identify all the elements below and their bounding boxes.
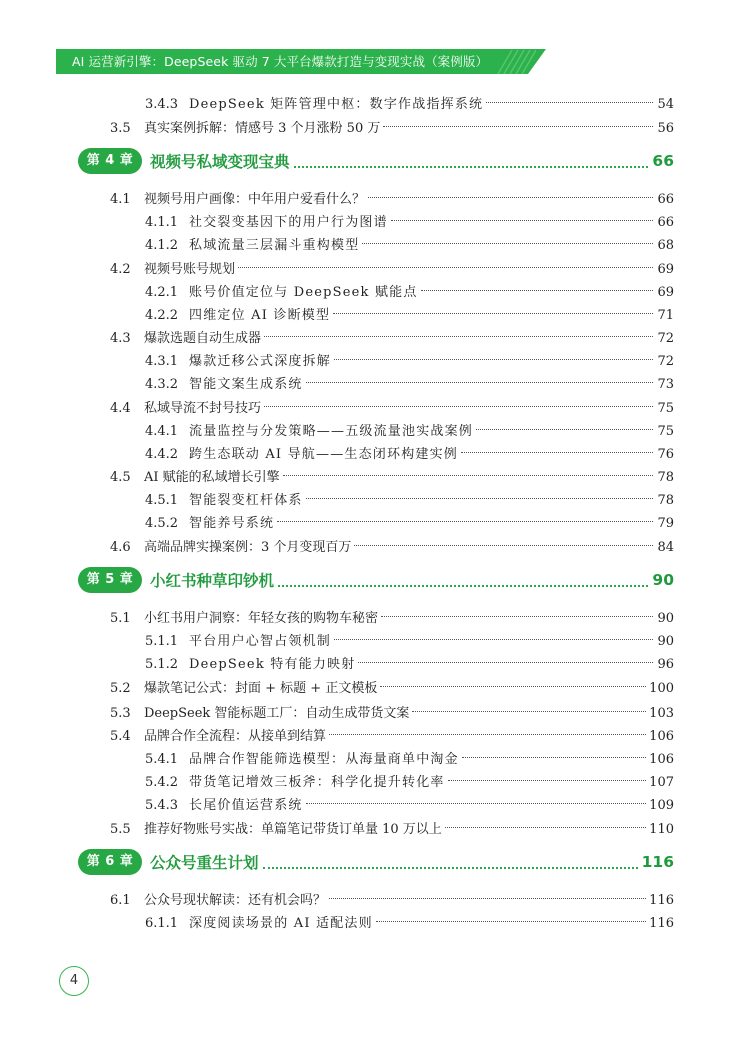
toc-entry[interactable] xyxy=(145,774,674,792)
entry-number: 4.1 xyxy=(110,192,131,207)
chapter-page: 116 xyxy=(641,853,674,871)
dot-leader xyxy=(462,756,646,758)
dot-leader xyxy=(306,497,653,499)
toc-entry[interactable] xyxy=(145,656,674,674)
dot-leader xyxy=(383,125,653,127)
entry-title: 推荐好物账号实战：单篇笔记带货订单量 10 万以上 xyxy=(144,822,442,837)
entry-number: 4.5.1 xyxy=(145,493,179,508)
entry-page: 54 xyxy=(657,97,674,112)
toc-entry[interactable] xyxy=(110,728,674,746)
entry-title: DeepSeek 智能标题工厂：自动生成带货文案 xyxy=(144,706,410,721)
entry-number: 4.6 xyxy=(110,540,131,555)
chapter-6-heading[interactable] xyxy=(78,849,674,875)
entry-number: 5.4.2 xyxy=(145,775,179,790)
dot-leader xyxy=(461,451,653,453)
entry-number: 4.2.2 xyxy=(145,308,179,323)
toc-entry[interactable] xyxy=(110,610,674,628)
chapter-title: 视频号私域变现宝典 xyxy=(150,153,290,171)
entry-number: 3.5 xyxy=(110,121,131,136)
entry-number: 4.1.1 xyxy=(145,215,179,230)
entry-title: 爆款笔记公式：封面 + 标题 + 正文模板 xyxy=(144,681,378,696)
entry-title: 深度阅读场景的 AI 适配法则 xyxy=(189,916,373,931)
entry-page: 110 xyxy=(649,822,674,837)
toc-entry[interactable] xyxy=(110,680,674,698)
toc-entry[interactable] xyxy=(145,237,674,255)
toc-entry[interactable] xyxy=(145,446,674,464)
entry-page: 103 xyxy=(649,706,674,721)
entry-number: 4.3.1 xyxy=(145,354,179,369)
dot-leader xyxy=(264,335,653,337)
entry-page: 90 xyxy=(657,611,674,626)
entry-page: 72 xyxy=(657,331,674,346)
entry-number: 5.1.2 xyxy=(145,657,179,672)
entry-page: 69 xyxy=(657,262,674,277)
dot-leader xyxy=(263,866,638,869)
dot-leader xyxy=(329,897,646,899)
entry-page: 66 xyxy=(657,192,674,207)
entry-title: 私域导流不封号技巧 xyxy=(144,401,262,416)
dot-leader xyxy=(278,584,648,587)
entry-page: 56 xyxy=(657,121,674,136)
toc-entry[interactable] xyxy=(145,96,674,114)
entry-number: 4.3 xyxy=(110,331,131,346)
dot-leader xyxy=(445,826,646,828)
entry-title: 公众号现状解读：还有机会吗？ xyxy=(144,893,327,908)
entry-page: 66 xyxy=(657,215,674,230)
toc-entry[interactable] xyxy=(145,214,674,232)
toc-entry[interactable] xyxy=(110,539,674,557)
dot-leader xyxy=(238,266,653,268)
entry-title: 智能养号系统 xyxy=(189,516,275,531)
entry-page: 100 xyxy=(649,681,674,696)
dot-leader xyxy=(368,196,653,198)
entry-number: 5.1.1 xyxy=(145,634,179,649)
chapter-badge: 第 4 章 xyxy=(78,148,142,174)
entry-title: DeepSeek 矩阵管理中枢：数字作战指挥系统 xyxy=(189,97,484,112)
banner-stripes-decoration xyxy=(496,50,536,74)
entry-title: 智能文案生成系统 xyxy=(189,377,303,392)
entry-title: DeepSeek 特有能力映射 xyxy=(189,657,356,672)
dot-leader xyxy=(306,802,647,804)
dot-leader xyxy=(334,638,653,640)
toc-entry[interactable] xyxy=(145,423,674,441)
entry-number: 5.4.3 xyxy=(145,798,179,813)
entry-page: 109 xyxy=(649,798,674,813)
entry-number: 4.4 xyxy=(110,401,131,416)
entry-page: 69 xyxy=(657,285,674,300)
toc-entry[interactable] xyxy=(145,307,674,325)
entry-page: 72 xyxy=(657,354,674,369)
chapter-5-heading[interactable] xyxy=(78,567,674,593)
toc-entry[interactable] xyxy=(110,191,674,209)
entry-title: 跨生态联动 AI 导航——生态闭环构建实例 xyxy=(189,447,458,462)
entry-title: 爆款选题自动生成器 xyxy=(144,331,262,346)
dot-leader xyxy=(376,920,646,922)
toc-entry[interactable] xyxy=(145,797,674,815)
entry-number: 4.4.2 xyxy=(145,447,179,462)
entry-number: 4.2.1 xyxy=(145,285,179,300)
entry-page: 79 xyxy=(657,516,674,531)
toc-entry[interactable] xyxy=(110,261,674,279)
entry-title: 视频号账号规划 xyxy=(144,262,236,277)
entry-page: 76 xyxy=(657,447,674,462)
toc-entry[interactable] xyxy=(110,469,674,487)
chapter-badge: 第 6 章 xyxy=(78,849,142,875)
dot-leader xyxy=(283,474,653,476)
entry-title: 长尾价值运营系统 xyxy=(189,798,303,813)
dot-leader xyxy=(380,685,646,687)
entry-page: 73 xyxy=(657,377,674,392)
entry-page: 84 xyxy=(657,540,674,555)
dot-leader xyxy=(264,405,653,407)
entry-title: 小红书用户洞察：年轻女孩的购物车秘密 xyxy=(144,611,379,626)
toc-entry[interactable] xyxy=(110,120,674,138)
toc-entry[interactable] xyxy=(145,751,674,769)
chapter-title: 公众号重生计划 xyxy=(150,854,259,872)
entry-title: 社交裂变基因下的用户行为图谱 xyxy=(189,215,388,230)
entry-number: 3.4.3 xyxy=(145,97,179,112)
dot-leader xyxy=(358,661,653,663)
entry-page: 106 xyxy=(649,752,674,767)
dot-leader xyxy=(486,101,653,103)
entry-number: 4.5.2 xyxy=(145,516,179,531)
entry-title: 平台用户心智占领机制 xyxy=(189,634,332,649)
entry-title: 品牌合作全流程：从接单到结算 xyxy=(144,729,327,744)
entry-page: 116 xyxy=(649,893,674,908)
header-banner xyxy=(56,49,546,74)
entry-title: 爆款迁移公式深度拆解 xyxy=(189,354,332,369)
entry-page: 75 xyxy=(657,424,674,439)
entry-title: 四维定位 AI 诊断模型 xyxy=(189,308,331,323)
toc-entry[interactable] xyxy=(145,492,674,510)
entry-page: 96 xyxy=(657,657,674,672)
dot-leader xyxy=(333,312,653,314)
toc-entry[interactable] xyxy=(145,633,674,651)
entry-page: 106 xyxy=(649,729,674,744)
entry-title: 真实案例拆解：情感号 3 个月涨粉 50 万 xyxy=(144,121,381,136)
chapter-page: 66 xyxy=(652,152,674,170)
entry-number: 5.5 xyxy=(110,822,131,837)
toc-entry[interactable] xyxy=(110,400,674,418)
dot-leader xyxy=(306,381,653,383)
entry-title: 智能裂变杠杆体系 xyxy=(189,493,303,508)
chapter-badge: 第 5 章 xyxy=(78,567,142,593)
entry-page: 71 xyxy=(657,308,674,323)
entry-page: 90 xyxy=(657,634,674,649)
toc-entry[interactable] xyxy=(145,515,674,533)
entry-page: 107 xyxy=(649,775,674,790)
dot-leader xyxy=(277,520,653,522)
dot-leader xyxy=(362,242,653,244)
toc-entry[interactable] xyxy=(110,330,674,348)
dot-leader xyxy=(412,710,646,712)
entry-page: 75 xyxy=(657,401,674,416)
dot-leader xyxy=(421,289,653,291)
entry-title: AI 赋能的私域增长引擎 xyxy=(144,470,280,485)
entry-page: 78 xyxy=(657,470,674,485)
entry-number: 5.3 xyxy=(110,706,131,721)
entry-number: 6.1.1 xyxy=(145,916,179,931)
chapter-page: 90 xyxy=(652,571,674,589)
dot-leader xyxy=(294,165,649,168)
toc-entry[interactable] xyxy=(145,376,674,394)
entry-title: 私域流量三层漏斗重构模型 xyxy=(189,238,360,253)
entry-title: 流量监控与分发策略——五级流量池实战案例 xyxy=(189,424,474,439)
entry-number: 4.3.2 xyxy=(145,377,179,392)
entry-title: 视频号用户画像：中年用户爱看什么？ xyxy=(144,192,366,207)
toc-entry[interactable] xyxy=(110,705,674,723)
entry-number: 4.4.1 xyxy=(145,424,179,439)
entry-title: 品牌合作智能筛选模型：从海量商单中淘金 xyxy=(189,752,459,767)
entry-title: 账号价值定位与 DeepSeek 赋能点 xyxy=(189,285,418,300)
dot-leader xyxy=(476,428,653,430)
dot-leader xyxy=(448,779,647,781)
toc-entry[interactable] xyxy=(110,892,674,910)
dot-leader xyxy=(329,733,646,735)
entry-number: 6.1 xyxy=(110,893,131,908)
page-number: 4 xyxy=(59,966,89,996)
chapter-title: 小红书种草印钞机 xyxy=(150,572,275,590)
entry-number: 5.1 xyxy=(110,611,131,626)
entry-page: 78 xyxy=(657,493,674,508)
entry-page: 68 xyxy=(657,238,674,253)
toc-entry[interactable] xyxy=(110,821,674,839)
entry-number: 5.4 xyxy=(110,729,131,744)
dot-leader xyxy=(334,358,653,360)
dot-leader xyxy=(354,544,653,546)
toc-entry[interactable] xyxy=(145,353,674,371)
entry-number: 5.2 xyxy=(110,681,131,696)
entry-page: 116 xyxy=(649,916,674,931)
chapter-4-heading[interactable] xyxy=(78,148,674,174)
entry-title: 高端品牌实操案例：3 个月变现百万 xyxy=(144,540,352,555)
entry-number: 4.2 xyxy=(110,262,131,277)
book-title: AI 运营新引擎：DeepSeek 驱动 7 大平台爆款打造与变现实战（案例版） xyxy=(72,54,489,69)
toc-entry[interactable] xyxy=(145,915,674,933)
entry-number: 5.4.1 xyxy=(145,752,179,767)
entry-number: 4.1.2 xyxy=(145,238,179,253)
dot-leader xyxy=(381,615,653,617)
dot-leader xyxy=(391,219,653,221)
entry-title: 带货笔记增效三板斧：科学化提升转化率 xyxy=(189,775,445,790)
toc-entry[interactable] xyxy=(145,284,674,302)
entry-number: 4.5 xyxy=(110,470,131,485)
